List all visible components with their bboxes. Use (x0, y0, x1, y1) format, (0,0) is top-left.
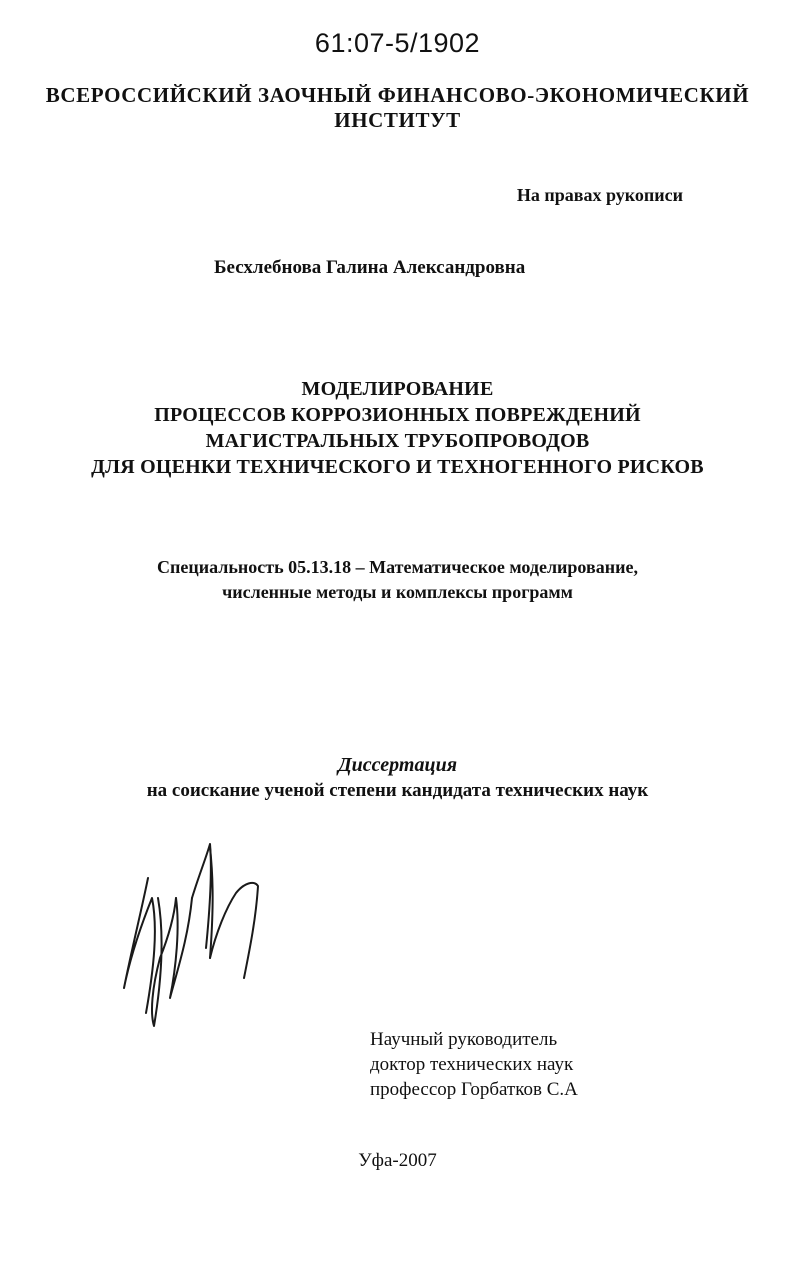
title-line: ПРОЦЕССОВ КОРРОЗИОННЫХ ПОВРЕЖДЕНИЙ (154, 404, 641, 426)
dissertation-subtitle: на соискание ученой степени кандидата технических наук (146, 780, 649, 801)
title-line: МОДЕЛИРОВАНИЕ (301, 378, 494, 400)
title-line: ДЛЯ ОЦЕНКИ ТЕХНИЧЕСКОГО И ТЕХНОГЕННОГО РИСКОВ (91, 456, 704, 478)
institute-line-2: ИНСТИТУТ (334, 108, 461, 132)
manuscript-note: На правах рукописи (516, 185, 683, 205)
specialty-line-2: численные методы и комплексы программ (222, 582, 573, 602)
specialty-line-1: Специальность 05.13.18 – Математическое моделирование, (157, 557, 638, 577)
supervisor-line-1: Научный руководитель (370, 1029, 558, 1050)
dissertation-title (0, 376, 795, 480)
supervisor-line-3: профессор Горбатков С.А (370, 1079, 578, 1100)
catalog-number: 61:07-5/1902 (314, 28, 481, 58)
supervisor-block (370, 1027, 578, 1102)
institute-name (0, 83, 795, 133)
signature-image (118, 838, 278, 1038)
city-year: Уфа-2007 (358, 1150, 437, 1171)
institute-line-1: ВСЕРОССИЙСКИЙ ЗАОЧНЫЙ ФИНАНСОВО-ЭКОНОМИЧЕСКИЙ (45, 83, 750, 107)
dissertation-label: Диссертация (338, 754, 457, 776)
specialty (0, 555, 795, 605)
author-name: Бесхлебнова Галина Александровна (214, 257, 526, 278)
supervisor-line-2: доктор технических наук (370, 1054, 574, 1075)
title-line: МАГИСТРАЛЬНЫХ ТРУБОПРОВОДОВ (205, 430, 590, 452)
